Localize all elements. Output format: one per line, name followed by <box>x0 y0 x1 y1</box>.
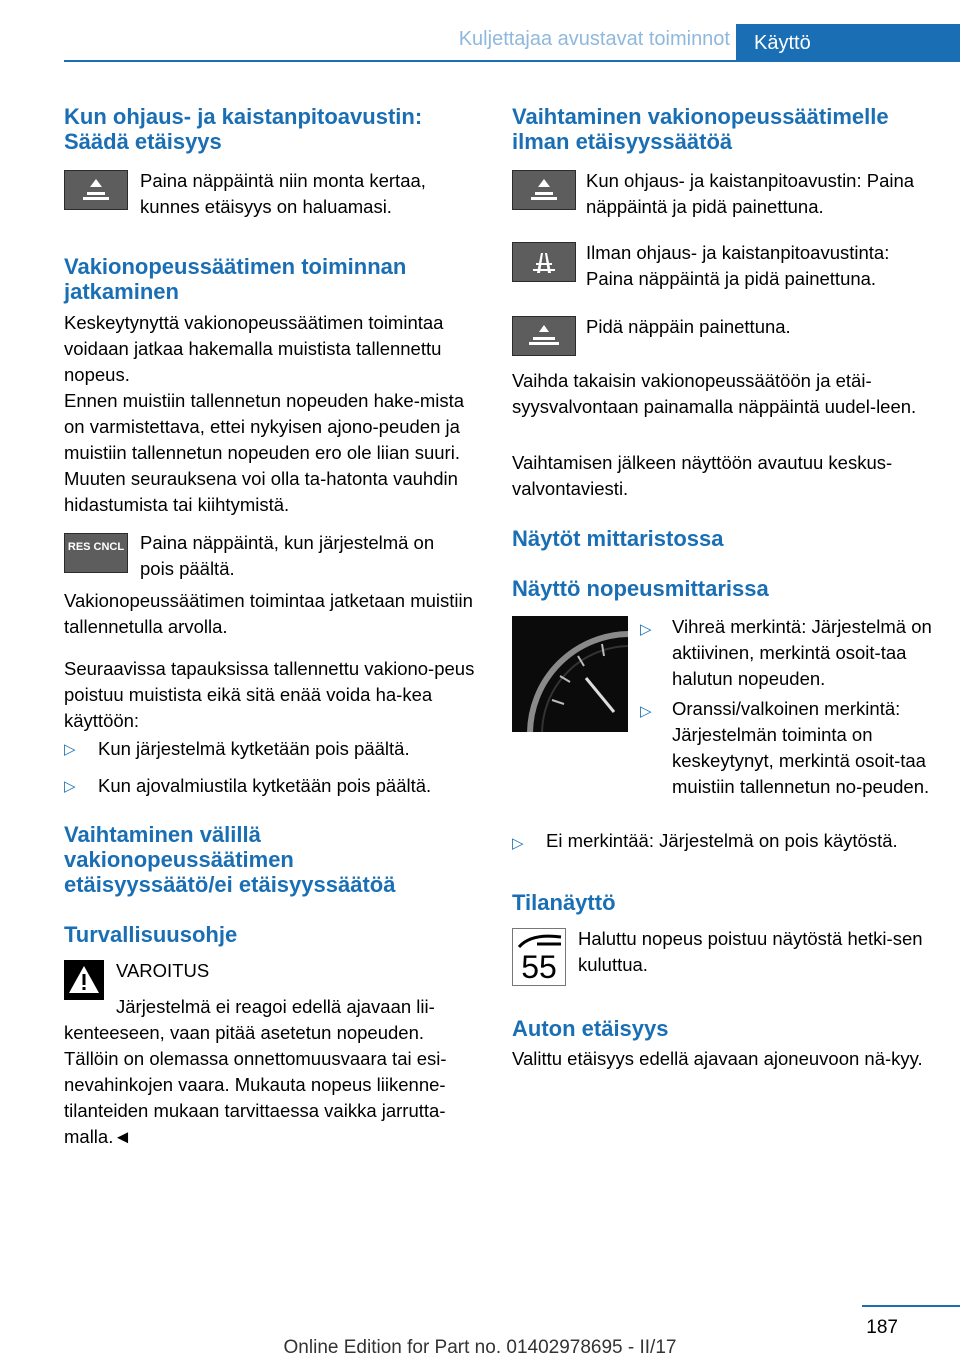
res-cncl-button-icon: RES CNCL <box>64 533 128 573</box>
switch-back-paragraph: Vaihda takaisin vakionopeussäätöön ja etäi-syysvalvontaan painamalla näppäintä uudel-leen. <box>512 370 917 417</box>
resume-paragraph-3: Vakionopeussäätimen toimintaa jatketaan muistiin tallennetulla arvolla. <box>64 590 473 637</box>
warning-text: Järjestelmä ei reagoi edellä ajavaan lii-kenteeseen, vaan pitää asetetun nopeuden. Tällöin on olemassa onnettomuusvaara tai esi-nevahinkojen vaara. Mukauta nopeus liikenne-tilanteiden mukaan tarvittaessa vaikka jarrutta-malla.◄ <box>64 996 447 1147</box>
list-item: Oranssi/valkoinen merkintä: Järjestelmän toiminta on keskeytynyt, merkintä osoit-taa muistiin tallennetun no-peuden. <box>672 698 930 797</box>
bullet-triangle-icon: ▷ <box>640 621 652 638</box>
heading-switch-no-distance: Vaihtaminen vakionopeussäätimelle ilman etäisyyssäätöä <box>512 104 889 154</box>
header-section-title: Kuljettajaa avustavat toiminnot <box>458 28 730 50</box>
header-rule <box>64 60 960 62</box>
bullet-triangle-icon: ▷ <box>64 778 76 795</box>
status-text: Haluttu nopeus poistuu näytöstä hetki-sen kuluttua. <box>578 928 923 975</box>
cruise-button-icon <box>512 316 576 356</box>
list-item: Vihreä merkintä: Järjestelmä on aktiivinen, merkintä osoit-taa halutun nopeuden. <box>672 616 932 689</box>
heading-switch: Vaihtaminen välillä vakionopeussäätimen etäisyyssäätö/ei etäisyyssäätöä <box>64 822 396 897</box>
adjust-text: Paina näppäintä niin monta kertaa, kunnes etäisyys on haluamasi. <box>140 170 426 217</box>
page-number: 187 <box>866 1317 898 1338</box>
heading-resume: Vakionopeussäätimen toiminnan jatkaminen <box>64 254 407 304</box>
list-item: Kun järjestelmä kytketään pois päältä. <box>98 738 410 759</box>
icon-row-3-text: Pidä näppäin painettuna. <box>586 316 791 337</box>
footer-rule <box>862 1305 960 1307</box>
list-item: Kun ajovalmiustila kytketään pois päältä. <box>98 775 432 796</box>
speedometer-image <box>512 616 628 732</box>
bullet-triangle-icon: ▷ <box>64 741 76 758</box>
heading-speedometer: Näyttö nopeusmittarissa <box>512 576 769 601</box>
distance-button-icon <box>512 170 576 210</box>
after-switch-paragraph: Vaihtamisen jälkeen näyttöön avautuu keskus-valvontaviesti. <box>512 452 893 499</box>
status-speed-icon <box>512 928 566 986</box>
header-tab[interactable]: Käyttö <box>736 24 960 62</box>
resume-paragraph-1: Keskeytynyttä vakionopeussäätimen toimintaa voidaan jatkaa hakemalla muistista tallennettu nopeus. <box>64 312 444 385</box>
bullet-triangle-icon: ▷ <box>640 703 652 720</box>
bullet-triangle-icon: ▷ <box>512 835 524 852</box>
resume-paragraph-2: Ennen muistiin tallennetun nopeuden hake-mista on varmistettava, ettei nykyisen ajono-peuden ja muistiin tallennetun nopeuden ero ole liian suuri. Muuten seurauksena voi olla ta-hatonta vauhdin hidastumista tai kiihtymistä. <box>64 390 465 515</box>
heading-distance: Auton etäisyys <box>512 1016 669 1041</box>
edition-note: Online Edition for Part no. 01402978695 - II/17 <box>283 1337 677 1358</box>
status-speed-value: 55 <box>521 949 557 985</box>
resume-paragraph-4: Seuraavissa tapauksissa tallennettu vakiono-peus poistuu muistista eikä sitä enää voida ha-kea käyttöön: <box>64 658 475 731</box>
distance-text: Valittu etäisyys edellä ajavaan ajoneuvoon nä-kyy. <box>512 1048 923 1069</box>
warning-title: VAROITUS <box>116 960 210 981</box>
heading-displays: Näytöt mittaristossa <box>512 526 724 551</box>
distance-button-icon <box>64 170 128 210</box>
heading-status: Tilanäyttö <box>512 890 616 915</box>
icon-row-2-text: Ilman ohjaus- ja kaistanpitoavustinta: Paina näppäintä ja pidä painettuna. <box>586 242 890 289</box>
lane-assist-button-icon <box>512 242 576 282</box>
heading-safety: Turvallisuusohje <box>64 922 238 947</box>
res-text: Paina näppäintä, kun järjestelmä on pois päältä. <box>140 532 435 579</box>
list-item: Ei merkintää: Järjestelmä on pois käytöstä. <box>546 830 898 851</box>
icon-row-1-text: Kun ohjaus- ja kaistanpitoavustin: Paina näppäintä ja pidä painettuna. <box>586 170 915 217</box>
heading-adjust-distance: Kun ohjaus- ja kaistanpitoavustin: Säädä etäisyys <box>64 104 423 154</box>
